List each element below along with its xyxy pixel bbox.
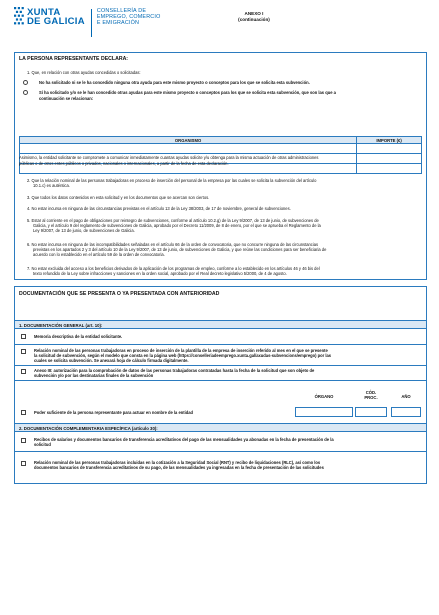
row-divider (15, 451, 426, 452)
item-line: 4. No estar incursa en ninguna de las circunstancias previstas en el artículo 13 de la Ley 38/2003, de 17 de noviembre, general de subvenciones. (27, 206, 291, 211)
item-line: acuerdo con lo establecido en el artículo 59 de la orden de convocatoria. (33, 252, 165, 258)
commitment-line-2: públicas o de otros entes públicos o privados, nacionales o internacionales, a partir de la fecha de esta declaración. (19, 160, 229, 166)
importe-cell[interactable] (357, 164, 422, 174)
item-line: 6. No estar incursa en ninguna de las incompatibilidades señaladas en el artículo 66 de la orden de convocatoria, que no concurre ninguna de las circunstancias (27, 242, 319, 247)
doc-line: Recibos de salarios y documentos bancarios de transferencia acreditativos del pago de las mensualidades ya abonadas en la fecha de presentación de la (34, 437, 334, 442)
item-line: previstas en los apartados 2 y 3 del artículo 10 de la Ley 9/2007, de 13 de junio, de subvenciones de Galicia, y que reúne las condiciones para ser beneficiaria de (33, 247, 327, 253)
question-1: 1. Que, en relación con otras ayudas concedidas o solicitadas: (27, 70, 141, 75)
importe-cell[interactable] (357, 154, 422, 164)
col-organismo: ORGANISMO (20, 137, 357, 144)
document-header (14, 6, 426, 46)
checkbox-relacion-nominal[interactable] (21, 349, 26, 354)
item-line: 3. Que todos los datos contenidos en esta solicitud y en los documentos que se acercan son ciertos. (27, 195, 210, 200)
option-other-aid-line-1: Sí ha solicitado y/o se le han concedido otras ayudas para este mismo proyecto o conceptos para los que se solicita esta subvención, que son las que a (39, 90, 336, 95)
radio-no-other-aid[interactable] (23, 80, 28, 85)
declaration-item-7 (27, 266, 320, 276)
doc-line: Relación nominal de las personas trabajadoras en proceso de inserción de la plantilla de la empresa de inserción referido al mes en el que se presente (34, 348, 328, 353)
declaration-item-6 (27, 242, 326, 258)
doc-relacion-nominal (34, 348, 331, 364)
col-cod-line: PROC. (364, 394, 378, 400)
ano-field[interactable] (391, 407, 421, 417)
declaration-item-2 (27, 178, 316, 188)
declaration-section (14, 52, 427, 280)
doc-line: subvención y/o por las destinatarias finales de la subvención (34, 373, 154, 379)
row-divider (15, 344, 426, 345)
col-cod-line: CÓD. (365, 390, 377, 395)
doc-anexo-iii (34, 368, 314, 378)
conselleria-name (97, 8, 161, 27)
general-docs-header (15, 320, 426, 329)
annex-title: ANEXO I (244, 11, 264, 16)
aid-table-header (20, 137, 422, 144)
declaration-item-3 (27, 195, 209, 200)
doc-recibos (34, 437, 334, 447)
doc-line: Anexo III: autorización para la comprobación de datos de las personas trabajadoras contratadas hasta la fecha de la solicitud que son objeto de (34, 368, 315, 373)
doc-line: la solicitud de subvención, según el modelo que consta en la página web (https://conselleriadeemprego.xunta.gal/axudas-subvencions/emprego) por las (34, 353, 332, 359)
item-line: 2. Que la relación nominal de las personas trabajadoras en proceso de inserción del personal de la empresa por las cuales se solicita la subvención del artículo (27, 178, 317, 183)
organismo-cell[interactable] (20, 144, 357, 154)
conselleria-line-1: CONSELLERÍA DE (96, 8, 147, 14)
checkbox-anexo-iii[interactable] (21, 369, 26, 374)
doc-poder: Poder suficiente de la persona representante para actuar en nombre de la entidad (34, 410, 194, 415)
xunta-emblem-icon (14, 6, 24, 46)
checkbox-poder[interactable] (21, 410, 26, 415)
item-line: 10.1.c) es auténtica. (33, 183, 70, 189)
documentation-section (14, 286, 427, 484)
general-docs-title: 1. DOCUMENTACIÓN GENERAL (art. 10): (19, 323, 103, 328)
declaration-title: LA PERSONA REPRESENTANTE DECLARA: (19, 56, 129, 62)
documentation-title: DOCUMENTACIÓN QUE SE PRESENTA O YA PRESENTADA CON ANTERIORIDAD (19, 291, 220, 297)
option-other-aid-line-2: continuación se relacionan: (39, 95, 94, 101)
conselleria-line-2: EMPREGO, COMERCIO (96, 14, 161, 21)
row-divider (15, 380, 426, 381)
doc-line: solicitud (34, 442, 51, 448)
row-divider (15, 365, 426, 366)
annex-subtitle: (continuación) (238, 17, 270, 22)
doc-line: Relación nominal de las personas trabajadoras incluidas en la cotización a la Seguridad Social (RNT) y recibo de liquidaciones (RLC), así como los (34, 460, 321, 465)
checkbox-rnt-rlc[interactable] (21, 461, 26, 466)
item-line: Ley 9/2007, de 13 de junio, de subvenciones de Galicia. (33, 228, 135, 234)
checkbox-memoria[interactable] (21, 334, 26, 339)
doc-memoria: Memoria descriptiva de la entidad solicitante. (34, 334, 123, 339)
logo-divider (91, 9, 92, 37)
item-line: 5. Estar al corriente en el pago de obligaciones por reintegro de subvenciones, conforme al artículo 10.2.g) de la Ley 9/2007, de 13 de junio, de subvenciones de (27, 218, 319, 223)
declaration-item-5 (27, 218, 321, 234)
declaration-item-4 (27, 206, 291, 211)
option-no-other-aid: No ha solicitado ni se le ha concedido ninguna otra ayuda para este mismo proyecto o conceptos para los que se solicita esta subvención. (39, 80, 310, 85)
xunta-wordmark (27, 8, 85, 26)
doc-line: cuales se solicita subvención. Se anexará hoja de cálculo firmada digitalmente. (34, 358, 189, 364)
specific-docs-title: 2. DOCUMENTACIÓN COMPLEMENTARIA ESPECÍFICA (artículo 30): (19, 426, 158, 431)
doc-line: documentos bancarios de transferencia acreditativos de su pago, de las mensualidades ya ingresadas en la fecha de presentación de las solicitudes (34, 465, 324, 471)
organo-field[interactable] (295, 407, 353, 417)
col-ano-header: AÑO (401, 394, 411, 399)
logo-line-2: DE GALICIA (27, 16, 85, 27)
specific-docs-header (15, 423, 426, 432)
xunta-logo (14, 6, 161, 46)
doc-rnt-rlc (34, 460, 324, 470)
item-line: 7. No estar excluida del acceso a los beneficios derivados de la aplicación de los programas de empleo, conforme a lo establecido en los artículos 46 y 46 bis del (27, 266, 320, 271)
commitment-line-1: Asimismo, la entidad solicitante se compromete a comunicar inmediatamente cuantas ayudas solicite y/u obtenga para la misma actuación de otras administraciones (19, 155, 319, 160)
logo-line-1: XUNTA (27, 7, 61, 18)
annex-heading (219, 11, 289, 23)
item-line: texto refundido de la Ley sobre infracciones y sanciones en la orden social, aprobado por el Real decreto legislativo 5/2000, de 4 de agosto. (33, 271, 287, 277)
col-importe: IMPORTE (€) (357, 137, 422, 144)
table-row (20, 144, 422, 154)
importe-cell[interactable] (357, 144, 422, 154)
conselleria-line-3: E EMIGRACIÓN (96, 20, 140, 27)
col-organo-header: ÓRGANO (314, 394, 334, 399)
radio-other-aid[interactable] (23, 90, 28, 95)
checkbox-recibos[interactable] (21, 438, 26, 443)
item-line: Galicia, y el artículo 9 del reglamento de subvenciones de Galicia, aprobado por el Decreto 11/2009, de 8 de enero, por el que se aprueba el Reglamento de la (33, 223, 321, 229)
cod-proc-field[interactable] (355, 407, 387, 417)
col-cod-proc-header (355, 391, 387, 400)
